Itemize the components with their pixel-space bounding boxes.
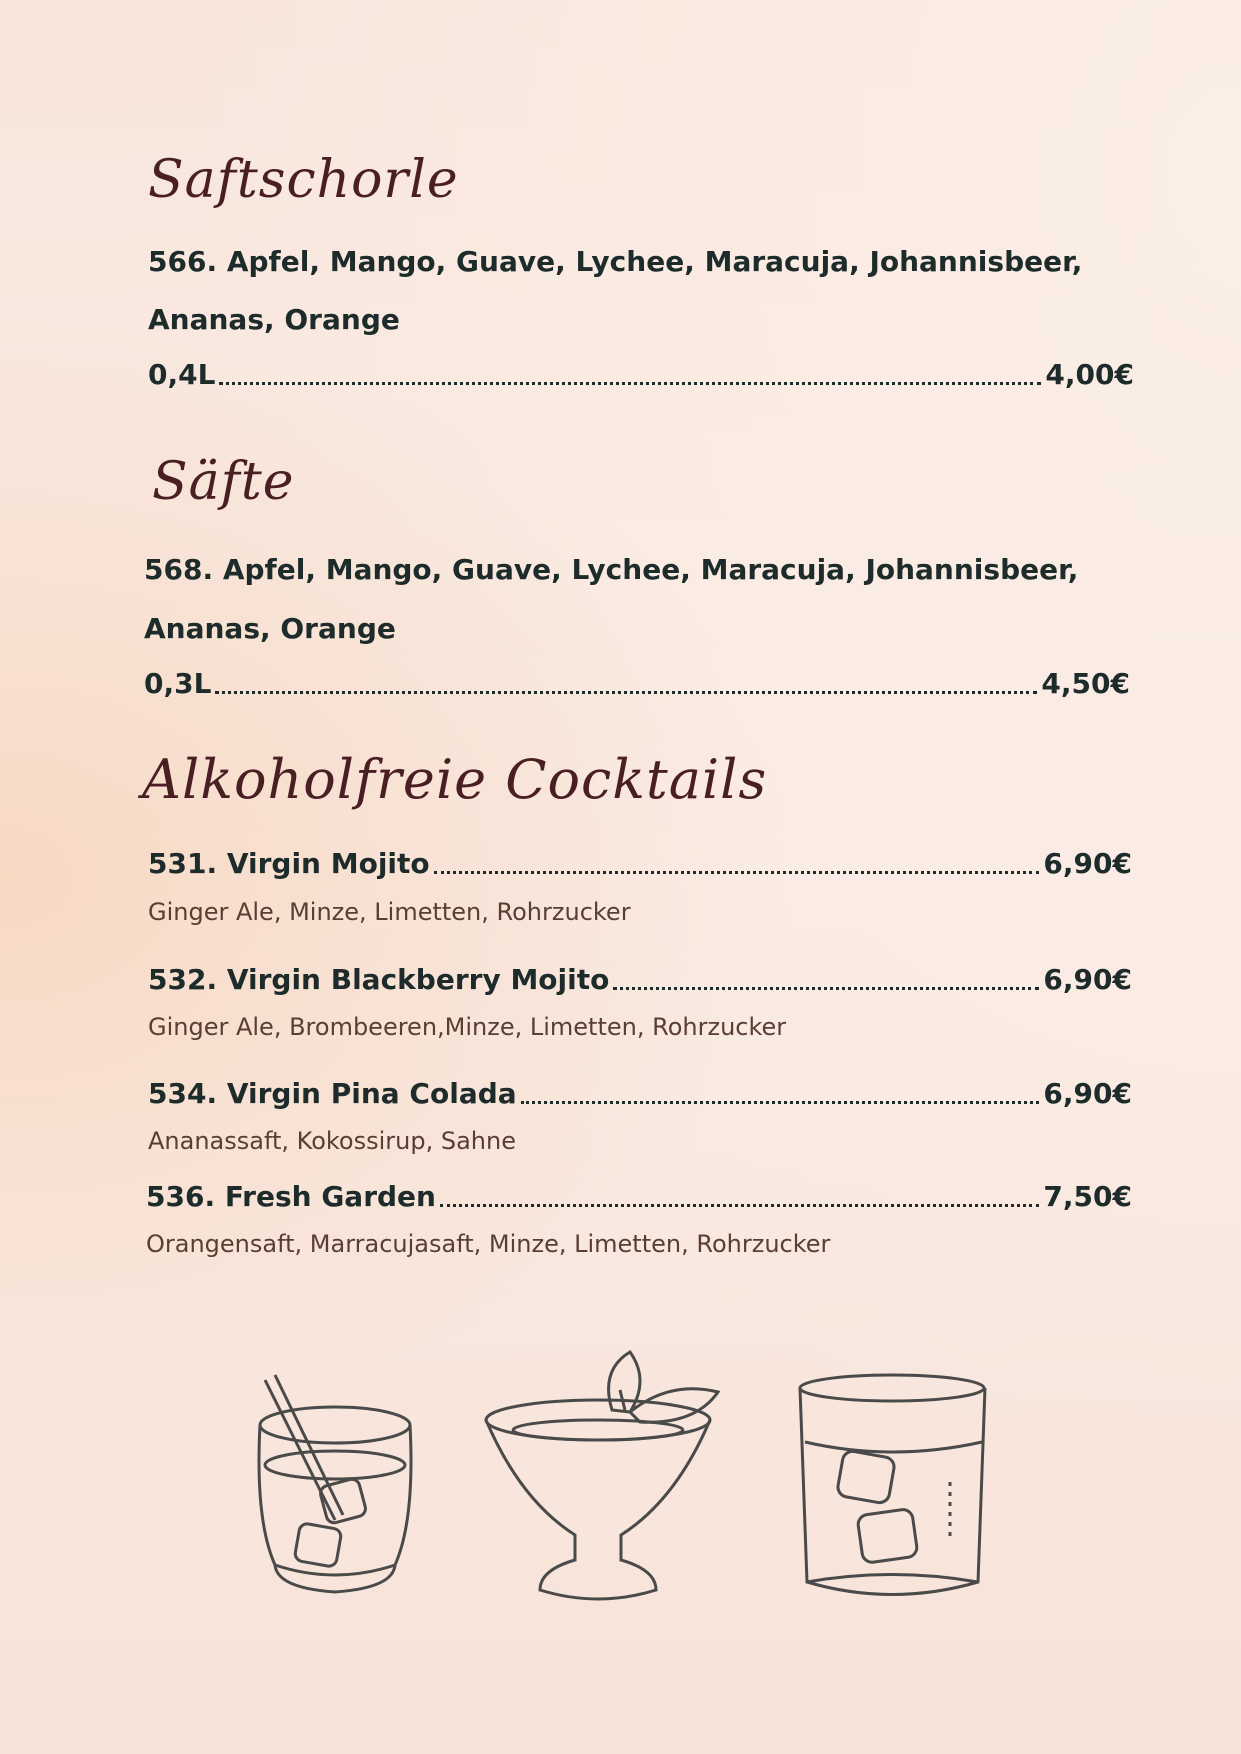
- saftschorle-price: 4,00€: [1045, 358, 1134, 391]
- dot-leader: [613, 987, 1039, 990]
- tumbler-straw-icon: [245, 1370, 425, 1605]
- section-title-saefte: Säfte: [152, 452, 295, 512]
- cocktail-description: Orangensaft, Marracujasaft, Minze, Limetten, Rohrzucker: [146, 1230, 831, 1258]
- saftschorle-price-row: [148, 358, 1134, 391]
- saftschorle-size: 0,4L: [148, 358, 216, 391]
- dot-leader: [521, 1101, 1040, 1104]
- cocktail-name: 532. Virgin Blackberry Mojito: [148, 963, 610, 996]
- cocktail-name: 534. Virgin Pina Colada: [148, 1077, 517, 1110]
- dot-leader: [434, 871, 1040, 874]
- cocktail-name: 536. Fresh Garden: [146, 1180, 436, 1213]
- saefte-line-2: Ananas, Orange: [144, 612, 396, 645]
- cocktail-price: 7,50€: [1043, 1180, 1132, 1213]
- saefte-price-row: [144, 667, 1130, 700]
- cocktail-price: 6,90€: [1043, 963, 1132, 996]
- saftschorle-line-1: 566. Apfel, Mango, Guave, Lychee, Maracuja, Johannisbeer,: [148, 245, 1083, 278]
- cocktail-description: Ginger Ale, Brombeeren,Minze, Limetten, Rohrzucker: [148, 1013, 787, 1041]
- cocktail-name: 531. Virgin Mojito: [148, 847, 430, 880]
- dot-leader: [219, 382, 1041, 385]
- section-title-cocktails: Alkoholfreie Cocktails: [142, 748, 768, 811]
- saefte-size: 0,3L: [144, 667, 212, 700]
- saftschorle-line-2: Ananas, Orange: [148, 303, 400, 336]
- cocktail-description: Ginger Ale, Minze, Limetten, Rohrzucker: [148, 898, 631, 926]
- dot-leader: [215, 691, 1037, 694]
- cocktail-price: 6,90€: [1043, 1077, 1132, 1110]
- section-title-saftschorle: Saftschorle: [148, 150, 459, 210]
- dot-leader: [440, 1204, 1039, 1207]
- cocktail-item: [148, 847, 1132, 880]
- martini-glass-mint-icon: [480, 1350, 720, 1605]
- rocks-glass-ice-icon: [795, 1372, 990, 1604]
- cocktail-item: [146, 1180, 1132, 1213]
- cocktail-item: [148, 1077, 1132, 1110]
- saefte-price: 4,50€: [1041, 667, 1130, 700]
- cocktail-price: 6,90€: [1043, 847, 1132, 880]
- cocktail-description: Ananassaft, Kokossirup, Sahne: [148, 1127, 516, 1155]
- cocktail-item: [148, 963, 1132, 996]
- saefte-line-1: 568. Apfel, Mango, Guave, Lychee, Maracuja, Johannisbeer,: [144, 553, 1079, 586]
